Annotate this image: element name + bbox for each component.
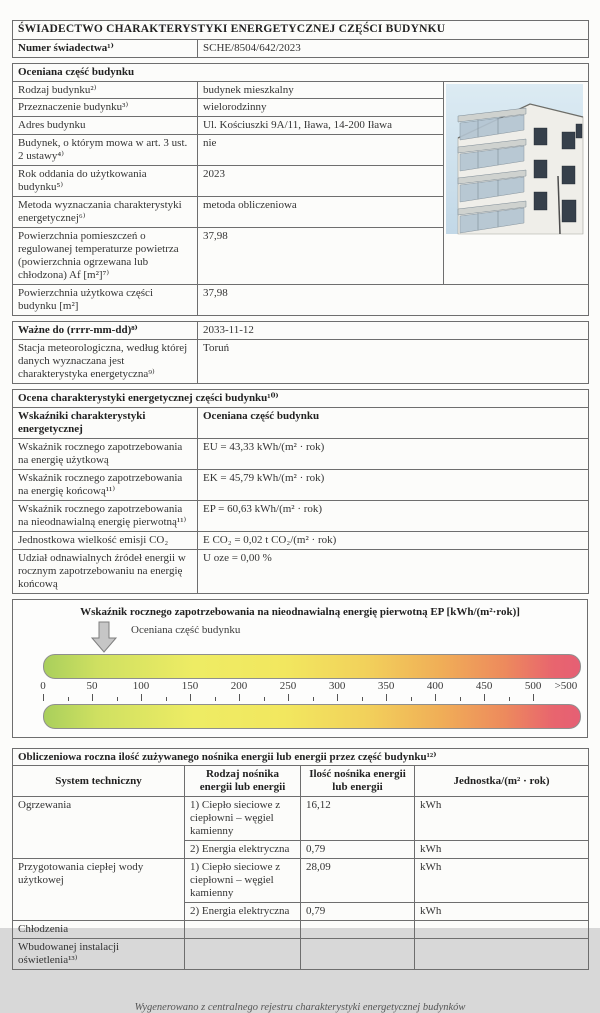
indicator-label: Wskaźnik rocznego zapotrzebowania na nieodnawialną energię pierwotną¹¹⁾ [13,500,198,531]
amount-cell-empty [301,939,415,970]
down-arrow-icon [91,621,117,653]
ep-pointer-row [13,618,587,654]
building-row-value: 37,98 [198,228,444,285]
unit-cell-empty [415,921,589,939]
building-row-value: wielorodzinny [198,99,444,117]
unit-cell: kWh [415,841,589,859]
amount-cell: 16,12 [301,797,415,841]
building-row-value: budynek mieszkalny [198,81,444,99]
ep-scale-panel [12,599,588,738]
indicator-value: EK = 45,79 kWh/(m² · rok) [198,469,589,500]
ep-tick-label: 0 [40,679,46,692]
col-header-unit: Jednostka/(m² · rok) [415,766,589,797]
unit-cell: kWh [415,797,589,841]
page-title: ŚWIADECTWO CHARAKTERYSTYKI ENERGETYCZNEJ CZĘŚCI BUDYNKU [13,21,589,40]
ep-tick-label: 100 [132,679,150,692]
ep-tick-label: 400 [426,679,444,692]
building-photo [446,84,583,234]
ep-tick-label: 250 [279,679,297,692]
building-row-label: Przeznaczenie budynku³⁾ [13,99,198,117]
consumption-table [12,748,589,971]
carrier-cell: 2) Energia elektryczna [185,841,301,859]
system-cooling: Chłodzenia [13,921,185,939]
ep-tick-label: 450 [475,679,493,692]
building-section-header: Oceniana część budynku [13,63,589,81]
certificate-number-value: SCHE/8504/642/2023 [198,39,589,57]
carrier-cell: 1) Ciepło sieciowe z ciepłowni – węgiel kamienny [185,859,301,903]
carrier-cell-empty [185,939,301,970]
indicator-value: U oze = 0,00 % [198,549,589,593]
carrier-cell: 2) Energia elektryczna [185,903,301,921]
building-row-label: Powierzchnia pomieszczeń o regulowanej temperaturze powietrza (powierzchnia ogrzewana lub chłodzona) Af [m²]⁷⁾ [13,228,198,285]
building-row-value: Ul. Kościuszki 9A/11, Iława, 14-200 Iława [198,117,444,135]
building-table [12,63,589,317]
ep-tick-label: 500 [524,679,542,692]
ep-tick-label: 300 [328,679,346,692]
system-heating: Ogrzewania [13,797,185,859]
building-row-value: metoda obliczeniowa [198,197,444,228]
consumption-section-header: Obliczeniowa roczna ilość zużywanego nośnika energii lub energii przez część budynku¹²⁾ [13,748,589,766]
indicator-value: E CO₂ = 0,02 t CO₂/(m² · rok) [198,531,589,549]
ep-gradient-bar-bottom [43,704,581,729]
building-photo-cell [444,81,589,285]
weather-station-value: Toruń [198,340,589,384]
system-hot-water: Przygotowania ciepłej wody użytkowej [13,859,185,921]
ep-scale-title: Wskaźnik rocznego zapotrzebowania na nieodnawialną energię pierwotną EP [kWh/(m²·rok)] [80,605,520,618]
building-row-label: Metoda wyznaczania charakterystyki energetycznej⁶⁾ [13,197,198,228]
system-lighting: Wbudowanej instalacji oświetlenia¹³⁾ [13,939,185,970]
col-header-carrier: Rodzaj nośnika energii lub energii [185,766,301,797]
indicator-label: Wskaźnik rocznego zapotrzebowania na energię końcową¹¹⁾ [13,469,198,500]
building-row-label: Rodzaj budynku²⁾ [13,81,198,99]
ep-tick-label: 350 [377,679,395,692]
building-row-label: Budynek, o którym mowa w art. 3 ust. 2 ustawy⁴⁾ [13,135,198,166]
title-table [12,20,589,58]
assessment-section-header: Ocena charakterystyki energetycznej części budynku¹⁰⁾ [13,389,589,407]
indicator-label: Wskaźnik rocznego zapotrzebowania na energię użytkową [13,438,198,469]
ep-tick-label: 50 [86,679,98,692]
indicator-label: Jednostkowa wielkość emisji CO₂ [13,531,198,549]
weather-station-label: Stacja meteorologiczna, według której danych wyznaczana jest charakterystyka energetyczna⁹⁾ [13,340,198,384]
unit-cell: kWh [415,859,589,903]
building-row-value: 37,98 [198,285,589,316]
assessment-col-indicators: Wskaźniki charakterystyki energetycznej [13,407,198,438]
ep-tick-label: 200 [230,679,248,692]
amount-cell: 0,79 [301,903,415,921]
carrier-cell: 1) Ciepło sieciowe z ciepłowni – węgiel kamienny [185,797,301,841]
building-row-label: Rok oddania do użytkowania budynku⁵⁾ [13,166,198,197]
validity-table [12,321,589,384]
ep-tick-label: 150 [181,679,199,692]
amount-cell: 0,79 [301,841,415,859]
indicator-value: EP = 60,63 kWh/(m² · rok) [198,500,589,531]
building-row-label: Powierzchnia użytkowa części budynku [m²] [13,285,198,316]
amount-cell: 28,09 [301,859,415,903]
building-row-label: Adres budynku [13,117,198,135]
valid-until-label: Ważne do (rrrr-mm-dd)⁸⁾ [13,322,198,340]
col-header-amount: Ilość nośnika energii lub energii [301,766,415,797]
unit-cell-empty [415,939,589,970]
col-header-system: System techniczny [13,766,185,797]
indicator-value: EU = 43,33 kWh/(m² · rok) [198,438,589,469]
amount-cell-empty [301,921,415,939]
building-row-value: nie [198,135,444,166]
ep-scale-ruler [40,679,581,703]
valid-until-value: 2033-11-12 [198,322,589,340]
indicator-label: Udział odnawialnych źródeł energii w rocznym zapotrzebowaniu na energię końcową [13,549,198,593]
unit-cell: kWh [415,903,589,921]
assessment-table [12,389,589,594]
building-row-value: 2023 [198,166,444,197]
ep-tick-label: >500 [554,679,578,692]
certificate-number-label: Numer świadectwa¹⁾ [13,39,198,57]
ep-gradient-bar-top [43,654,581,679]
carrier-cell-empty [185,921,301,939]
ep-pointer-label: Oceniana część budynku [131,623,241,636]
assessment-col-assessed: Oceniana część budynku [198,407,589,438]
registry-footer-note: Wygenerowano z centralnego rejestru charakterystyki energetycznej budynków [134,1002,466,1013]
